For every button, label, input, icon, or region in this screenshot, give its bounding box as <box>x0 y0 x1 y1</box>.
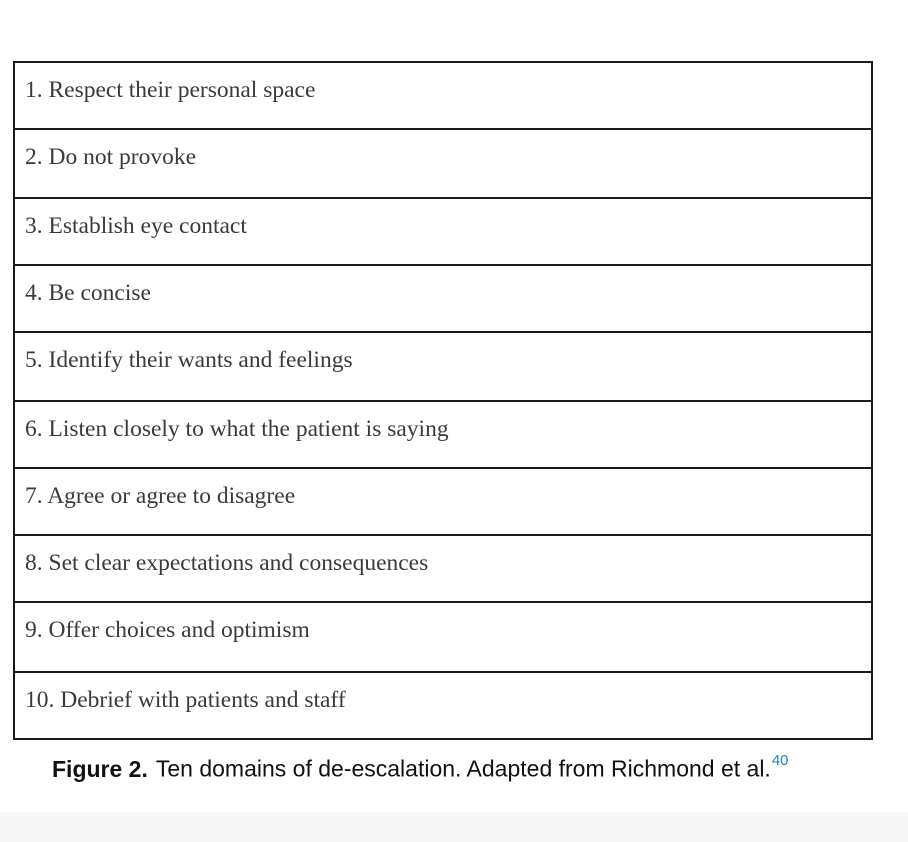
table-row <box>15 603 871 673</box>
table-row <box>15 536 871 603</box>
reference-link[interactable]: 40 <box>771 752 789 769</box>
table-row <box>15 266 871 333</box>
figure-label: Figure 2. <box>52 755 148 782</box>
table-row <box>15 469 871 536</box>
figure-caption <box>52 752 789 783</box>
table-row <box>15 63 871 130</box>
table-cell-text: 6. Listen closely to what the patient is saying <box>25 416 449 442</box>
table-row <box>15 130 871 199</box>
table-cell-text: 10. Debrief with patients and staff <box>25 687 346 713</box>
table-cell-text: 9. Offer choices and optimism <box>25 617 310 643</box>
table-cell-text: 3. Establish eye contact <box>25 213 247 239</box>
caption-text: Ten domains of de-escalation. Adapted from Richmond et al. <box>155 755 771 782</box>
table-row <box>15 402 871 469</box>
table-row <box>15 199 871 266</box>
table-cell-text: 4. Be concise <box>25 280 151 306</box>
page-bottom-band <box>0 812 908 842</box>
de-escalation-domains-table <box>13 61 873 740</box>
table-cell-text: 7. Agree or agree to disagree <box>25 483 296 509</box>
table-cell-text: 5. Identify their wants and feelings <box>25 347 353 373</box>
table-row <box>15 333 871 402</box>
table-row <box>15 673 871 740</box>
table-cell-text: 8. Set clear expectations and consequences <box>25 550 429 576</box>
table-cell-text: 2. Do not provoke <box>25 144 197 170</box>
table-cell-text: 1. Respect their personal space <box>25 77 316 103</box>
